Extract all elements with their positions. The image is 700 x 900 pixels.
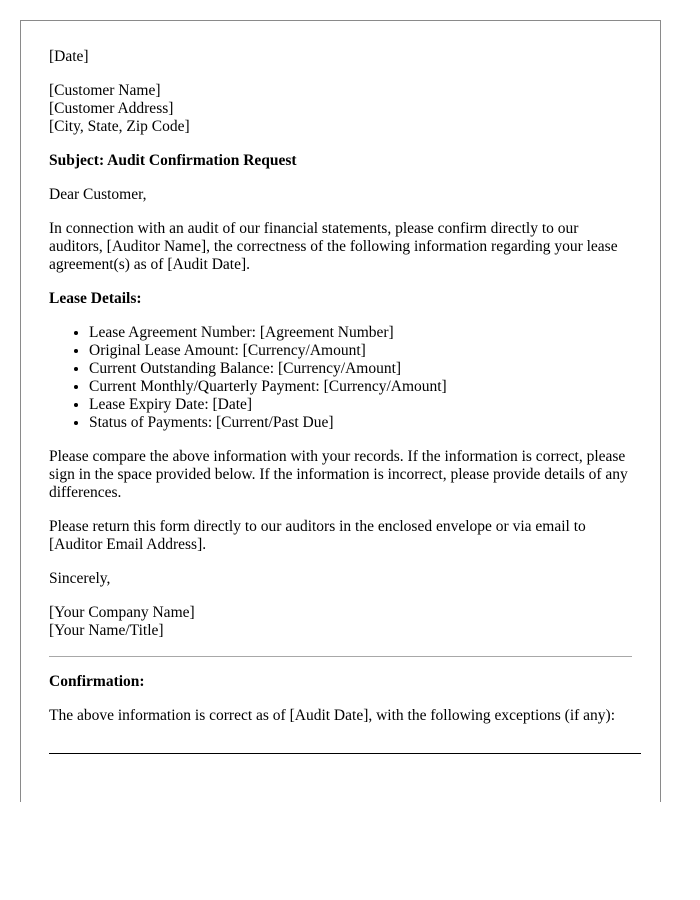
list-item: • Lease Agreement Number: [Agreement Number]	[89, 324, 632, 342]
closing: Sincerely,	[49, 570, 111, 587]
intro-paragraph: In connection with an audit of our financial statements, please confirm directly to our auditors, [Auditor Name], the correctness of the following information regarding your lease agreement(s) as of [Audit Date].	[49, 220, 618, 273]
lease-details-heading-text: Lease Details:	[49, 290, 142, 307]
sender-block	[49, 604, 632, 640]
lease-details-heading	[49, 290, 632, 308]
letter-page	[20, 20, 661, 802]
confirmation-heading	[49, 673, 632, 691]
recipient-name: [Customer Name]	[49, 82, 161, 99]
subject-line	[49, 152, 632, 170]
list-item: • Original Lease Amount: [Currency/Amount]	[89, 342, 632, 360]
list-item: • Status of Payments: [Current/Past Due]	[89, 414, 632, 432]
list-item: • Current Monthly/Quarterly Payment: [Currency/Amount]	[89, 378, 632, 396]
list-item: • Lease Expiry Date: [Date]	[89, 396, 632, 414]
list-item: • Current Outstanding Balance: [Currency/Amount]	[89, 360, 632, 378]
sender-name-title: [Your Name/Title]	[49, 622, 164, 639]
confirmation-text: The above information is correct as of [Audit Date], with the following exceptions (if any):	[49, 707, 616, 724]
exceptions-line	[49, 753, 641, 754]
confirmation-heading-text: Confirmation:	[49, 673, 145, 690]
sender-company: [Your Company Name]	[49, 604, 195, 621]
salutation: Dear Customer,	[49, 186, 147, 203]
recipient-block	[49, 82, 632, 136]
recipient-city: [City, State, Zip Code]	[49, 118, 190, 135]
lease-details-list	[49, 324, 632, 432]
letter-date: [Date]	[49, 48, 89, 65]
section-divider	[49, 656, 632, 657]
recipient-address: [Customer Address]	[49, 100, 174, 117]
return-paragraph: Please return this form directly to our auditors in the enclosed envelope or via email to [Auditor Email Address].	[49, 518, 586, 553]
compare-paragraph: Please compare the above information with your records. If the information is correct, please sign in the space provided below. If the information is incorrect, please provide details of any differences.	[49, 448, 628, 501]
subject-text: Subject: Audit Confirmation Request	[49, 152, 297, 169]
